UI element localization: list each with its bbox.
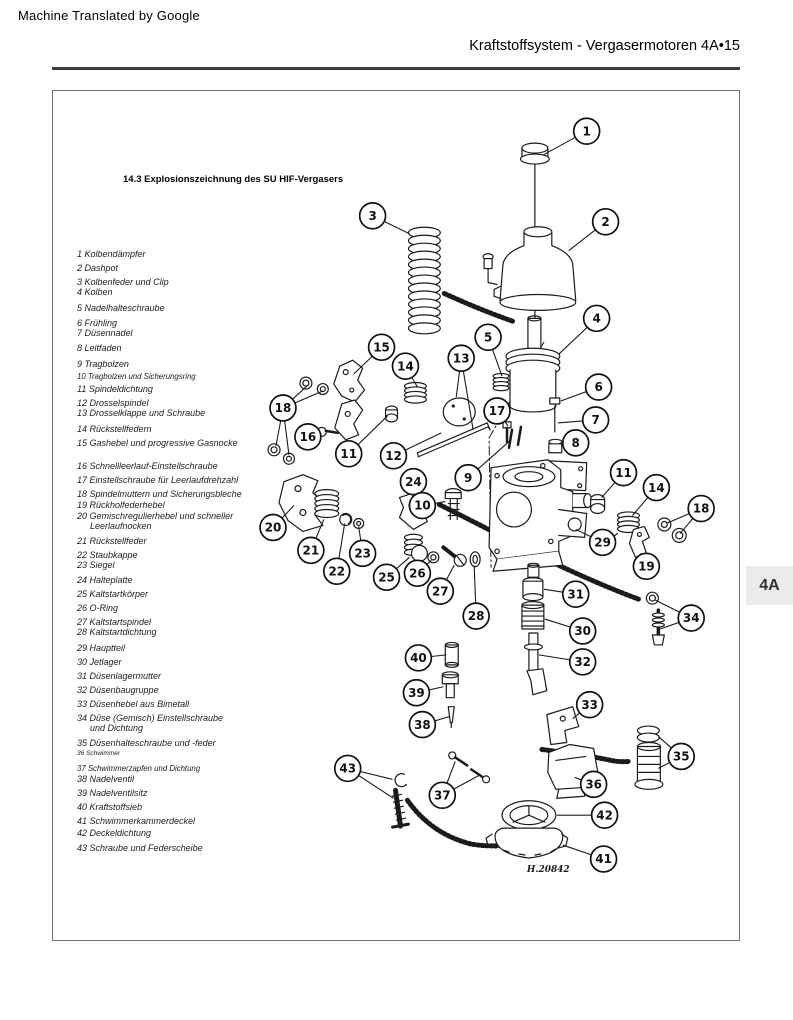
part-number: 6 (77, 318, 83, 328)
parts-list-item (77, 372, 313, 382)
part-label: Düsennadel (82, 328, 133, 338)
parts-list-item (77, 774, 313, 784)
parts-list-item (77, 249, 313, 259)
callout-number-28: 28 (467, 609, 485, 624)
part-label: Rückstellfeder (87, 536, 147, 546)
part-label: Nadelhalteschraube (82, 303, 165, 313)
machine-translated-note: Machine Translated by Google (18, 8, 200, 23)
part-number: 2 (77, 263, 83, 273)
callout-number-24: 24 (405, 474, 422, 489)
part-label: Düsenbaugruppe (87, 685, 159, 695)
parts-list-item (77, 749, 313, 759)
part-label: Kaltstartspindel (87, 617, 152, 627)
parts-list-item (77, 685, 313, 695)
part-label-continuation: und Dichtung (90, 723, 144, 733)
part-label: Düsenhebel aus Bimetall (87, 699, 190, 709)
needle-valve-35 (635, 726, 663, 789)
part-number: 23 (77, 560, 88, 570)
part-number: 42 (77, 828, 88, 838)
parts-list (77, 249, 313, 853)
part-number: 26 (77, 603, 88, 613)
parts-list-item (77, 287, 313, 297)
float-hinge-parts (449, 744, 598, 798)
part-number: 39 (77, 788, 88, 798)
part-label: Drosselspindel (87, 398, 149, 408)
dashpot-bell (494, 227, 576, 311)
part-label: Siegel (87, 560, 115, 570)
callout-number-42: 42 (596, 808, 613, 823)
parts-list-item (77, 438, 313, 448)
callout-number-32: 32 (574, 655, 591, 670)
parts-list-item (77, 263, 313, 273)
part-number: 3 (77, 277, 83, 287)
part-label: Schnellleerlauf-Einstellschraube (87, 461, 218, 471)
parts-list-item (77, 816, 313, 826)
parts-list-item (77, 384, 313, 394)
callout-number-12: 12 (385, 448, 402, 463)
diagram-line-art (268, 143, 686, 858)
part-number: 24 (77, 575, 88, 585)
callout-number-37: 37 (433, 788, 451, 803)
callout-number-21: 21 (302, 543, 320, 558)
callout-number-9: 9 (464, 470, 473, 485)
parts-list-item (77, 461, 313, 471)
part-label: O-Ring (87, 603, 119, 613)
parts-list-item (77, 617, 313, 627)
parts-list-item (77, 536, 313, 546)
parts-list-item (77, 303, 313, 313)
parts-list-item (77, 475, 313, 485)
callout-number-13: 13 (452, 351, 470, 366)
callout-number-22: 22 (328, 564, 346, 579)
parts-list-item (77, 764, 313, 774)
part-label-continuation: Leerlaufnocken (90, 521, 152, 531)
callout-number-5: 5 (483, 330, 493, 345)
parts-list-item (77, 424, 313, 434)
callout-number-16: 16 (299, 430, 317, 445)
parts-list-item (77, 589, 313, 599)
parts-list-item (77, 343, 313, 353)
part-label: Nadelventil (87, 774, 135, 784)
lifting-pin-screw (483, 254, 497, 285)
part-label: Kolbenfeder und Clip (82, 277, 169, 287)
part-number: 4 (77, 287, 83, 297)
part-number: 28 (77, 627, 88, 637)
parts-list-item (77, 408, 313, 418)
callout-number-30: 30 (574, 624, 591, 639)
part-label: Rückholfederhebel (87, 500, 165, 510)
part-number: 13 (77, 408, 88, 418)
callout-number-3: 3 (368, 208, 377, 223)
page-header-title: Kraftstoffsystem - Vergasermotoren 4A•15 (469, 38, 740, 54)
part-label: Spindeldichtung (86, 384, 153, 394)
part-label: Düsenhalteschraube und -feder (87, 738, 216, 748)
callout-number-19: 19 (638, 559, 655, 574)
part-label: Schwimmerzapfen und Dichtung (85, 764, 201, 773)
parts-list-item (77, 699, 313, 709)
callout-number-2: 2 (601, 214, 610, 229)
callout-number-14: 14 (648, 480, 665, 495)
part-label: Gashebel und progressive Gasnocke (87, 438, 238, 448)
part-label: Hauptteil (87, 643, 126, 653)
callout-number-8: 8 (571, 435, 580, 450)
callout-number-31: 31 (567, 587, 585, 602)
part-number: 33 (77, 699, 88, 709)
part-number: 38 (77, 774, 88, 784)
part-number: 8 (77, 343, 83, 353)
part-label: Jetlager (87, 657, 122, 667)
callout-number-35: 35 (672, 749, 690, 764)
callout-number-11: 11 (615, 465, 632, 480)
part-number: 21 (77, 536, 88, 546)
main-body (489, 460, 592, 572)
part-label: Kaltstartdichtung (87, 627, 157, 637)
part-number: 34 (77, 713, 88, 723)
part-number: 36 (77, 750, 85, 757)
part-label: Kaltstartkörper (87, 589, 149, 599)
part-label: Kraftstoffsieb (87, 802, 143, 812)
callout-number-10: 10 (414, 498, 431, 513)
part-label: Nadelventilsitz (87, 788, 148, 798)
parts-list-item (77, 802, 313, 812)
callout-number-1: 1 (582, 124, 591, 139)
parts-list-item (77, 500, 313, 510)
parts-list-item (77, 398, 313, 408)
callout-number-7: 7 (591, 413, 600, 428)
throttle-spindle (417, 423, 490, 457)
part-number: 18 (77, 489, 88, 499)
callout-number-20: 20 (264, 520, 282, 535)
part-number: 15 (77, 438, 88, 448)
part-number: 31 (77, 671, 88, 681)
callout-number-14: 14 (397, 359, 414, 374)
part-number: 11 (77, 384, 87, 394)
header-rule (52, 67, 740, 70)
part-label: Frühling (82, 318, 118, 328)
figure-frame (52, 90, 740, 941)
part-label: Einstellschraube für Leerlaufdrehzahl (87, 475, 239, 485)
callout-number-6: 6 (594, 380, 603, 395)
callout-number-43: 43 (339, 761, 357, 776)
part-number: 14 (77, 424, 88, 434)
part-label: Gemischregulierhebel und schneller (87, 511, 234, 521)
part-number: 1 (77, 249, 83, 259)
part-label: Rückstellfedern (87, 424, 152, 434)
illustrator-signature: H.20842 (526, 864, 570, 875)
callout-number-40: 40 (410, 651, 427, 666)
callout-number-15: 15 (373, 340, 390, 355)
parts-list-item (77, 575, 313, 585)
part-label: Dashpot (82, 263, 119, 273)
parts-list-item (77, 713, 313, 733)
callout-number-34: 34 (682, 611, 700, 626)
callout-number-39: 39 (408, 685, 425, 700)
part-number: 30 (77, 657, 88, 667)
callout-number-17: 17 (488, 404, 506, 419)
part-number: 32 (77, 685, 88, 695)
callout-number-4: 4 (592, 311, 601, 326)
part-number: 43 (77, 843, 88, 853)
figure-title: 14.3 Explosionszeichnung des SU HIF-Vergasers (123, 174, 344, 185)
part-number: 27 (77, 617, 88, 627)
part-number: 17 (77, 475, 88, 485)
part-number: 19 (77, 500, 88, 510)
part-label: Düse (Gemisch) Einstellschraube (87, 713, 224, 723)
callout-number-27: 27 (431, 584, 449, 599)
part-number: 25 (77, 589, 88, 599)
part-number: 16 (77, 461, 88, 471)
callout-number-25: 25 (378, 570, 395, 585)
callout-number-23: 23 (354, 546, 371, 561)
part-number: 35 (77, 738, 88, 748)
part-number: 7 (77, 328, 83, 338)
part-number: 5 (77, 303, 83, 313)
callout-number-29: 29 (594, 535, 611, 550)
float-cover-assembly (486, 801, 568, 858)
parts-list-item (77, 511, 313, 531)
callout-number-18: 18 (692, 501, 710, 516)
parts-list-item (77, 318, 313, 328)
callout-number-18: 18 (274, 401, 292, 416)
parts-list-item (77, 627, 313, 637)
part-number: 10 (77, 372, 86, 381)
part-number: 9 (77, 359, 83, 369)
parts-list-item (77, 828, 313, 838)
part-label: Drosselklappe und Schraube (87, 408, 206, 418)
parts-list-item (77, 738, 313, 748)
part-label: Kolbendämpfer (82, 249, 146, 259)
part-label: Spindelmuttern und Sicherungsbleche (87, 489, 242, 499)
part-label: Schwimmer (84, 750, 120, 757)
parts-list-item (77, 788, 313, 798)
part-label: Schraube und Federscheibe (87, 843, 203, 853)
part-label: Tragbolzen (82, 359, 129, 369)
part-number: 41 (77, 816, 88, 826)
parts-list-item (77, 657, 313, 667)
part-number: 22 (77, 550, 88, 560)
part-number: 40 (77, 802, 88, 812)
part-label: Tragbolzen und Sicherungsring (85, 372, 196, 381)
part-label: Deckeldichtung (87, 828, 152, 838)
callout-number-33: 33 (581, 697, 598, 712)
part-number: 37 (77, 764, 86, 773)
part-label: Düsenlagermutter (87, 671, 162, 681)
parts-list-item (77, 550, 313, 560)
parts-list-item (77, 489, 313, 499)
parts-list-item (77, 843, 313, 853)
part-number: 20 (77, 511, 88, 521)
part-label: Staubkappe (87, 550, 138, 560)
part-label: Kolben (82, 287, 113, 297)
piston-spring (408, 227, 440, 334)
callout-number-41: 41 (595, 852, 612, 867)
parts-list-item (77, 643, 313, 653)
part-label: Halteplatte (87, 575, 133, 585)
callout-number-11: 11 (340, 446, 358, 461)
section-tab: 4A (746, 566, 793, 605)
part-label: Schwimmerkammerdeckel (87, 816, 196, 826)
parts-list-item (77, 277, 313, 287)
callout-number-26: 26 (409, 566, 426, 581)
parts-list-item (77, 359, 313, 369)
parts-list-item (77, 328, 313, 338)
part-number: 12 (77, 398, 88, 408)
part-label: Leitfaden (82, 343, 122, 353)
part-number: 29 (77, 643, 88, 653)
callout-number-36: 36 (585, 777, 602, 792)
parts-list-item (77, 671, 313, 681)
parts-list-item (77, 603, 313, 613)
callout-number-38: 38 (414, 717, 431, 732)
parts-list-item (77, 560, 313, 570)
